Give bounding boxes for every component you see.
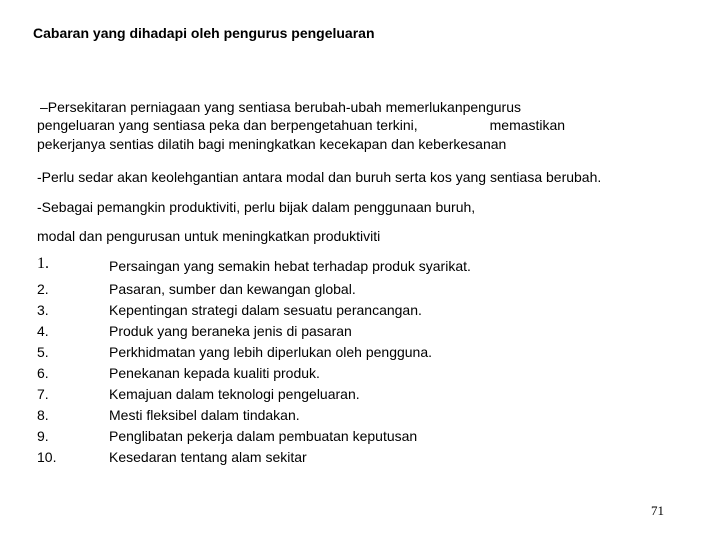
list-item bbox=[37, 256, 637, 281]
list-item bbox=[37, 407, 637, 428]
list-item bbox=[37, 344, 637, 365]
list-item-number: 6. bbox=[37, 365, 49, 381]
list-item bbox=[37, 281, 637, 302]
paragraph-1-line-2-start: pengeluaran yang sentiasa peka dan berpengetahuan terkini, bbox=[37, 117, 418, 133]
list-item-number: 2. bbox=[37, 281, 49, 297]
list-item-text: Pasaran, sumber dan kewangan global. bbox=[109, 281, 356, 297]
list-item bbox=[37, 386, 637, 407]
paragraph-2: -Perlu sedar akan keolehgantian antara modal dan buruh serta kos yang sentiasa berubah. bbox=[37, 169, 602, 185]
list-item-text: Mesti fleksibel dalam tindakan. bbox=[109, 407, 300, 423]
paragraph-1-line-3: pekerjanya sentias dilatih bagi meningkatkan kecekapan dan keberkesanan bbox=[37, 136, 507, 152]
list-item bbox=[37, 428, 637, 449]
list-item-number: 5. bbox=[37, 344, 49, 360]
list-item-number: 4. bbox=[37, 323, 49, 339]
list-item-text: Perkhidmatan yang lebih diperlukan oleh pengguna. bbox=[109, 344, 433, 360]
page-number: 71 bbox=[651, 503, 664, 518]
list-item-number: 1. bbox=[37, 255, 49, 272]
list-item bbox=[37, 323, 637, 344]
list-item-number: 3. bbox=[37, 302, 49, 318]
list-item bbox=[37, 302, 637, 323]
list-item-text: Penekanan kepada kualiti produk. bbox=[109, 365, 320, 381]
list-item bbox=[37, 449, 637, 470]
slide-title: Cabaran yang dihadapi oleh pengurus pengeluaran bbox=[33, 25, 375, 41]
list-item-number: 9. bbox=[37, 428, 49, 444]
list-item-text: Kesedaran tentang alam sekitar bbox=[109, 449, 307, 465]
list-item-text: Kemajuan dalam teknologi pengeluaran. bbox=[109, 386, 360, 402]
list-item-number: 8. bbox=[37, 407, 49, 423]
list-item-number: 7. bbox=[37, 386, 49, 402]
challenge-list bbox=[37, 256, 637, 470]
paragraph-4: modal dan pengurusan untuk meningkatkan produktiviti bbox=[37, 228, 381, 244]
list-item-number: 10. bbox=[37, 449, 57, 465]
paragraph-1-line-1: –Persekitaran perniagaan yang sentiasa berubah-ubah memerlukanpengurus bbox=[40, 99, 521, 115]
paragraph-1-line-2-end: memastikan bbox=[489, 117, 566, 133]
paragraph-3: -Sebagai pemangkin produktiviti, perlu bijak dalam penggunaan buruh, bbox=[37, 199, 476, 215]
list-item-text: Produk yang beraneka jenis di pasaran bbox=[109, 323, 352, 339]
list-item-text: Penglibatan pekerja dalam pembuatan keputusan bbox=[109, 428, 418, 444]
list-item-text: Kepentingan strategi dalam sesuatu perancangan. bbox=[109, 302, 422, 318]
list-item-text: Persaingan yang semakin hebat terhadap produk syarikat. bbox=[109, 258, 471, 274]
paragraph-1-line-2 bbox=[37, 116, 565, 134]
list-item bbox=[37, 365, 637, 386]
